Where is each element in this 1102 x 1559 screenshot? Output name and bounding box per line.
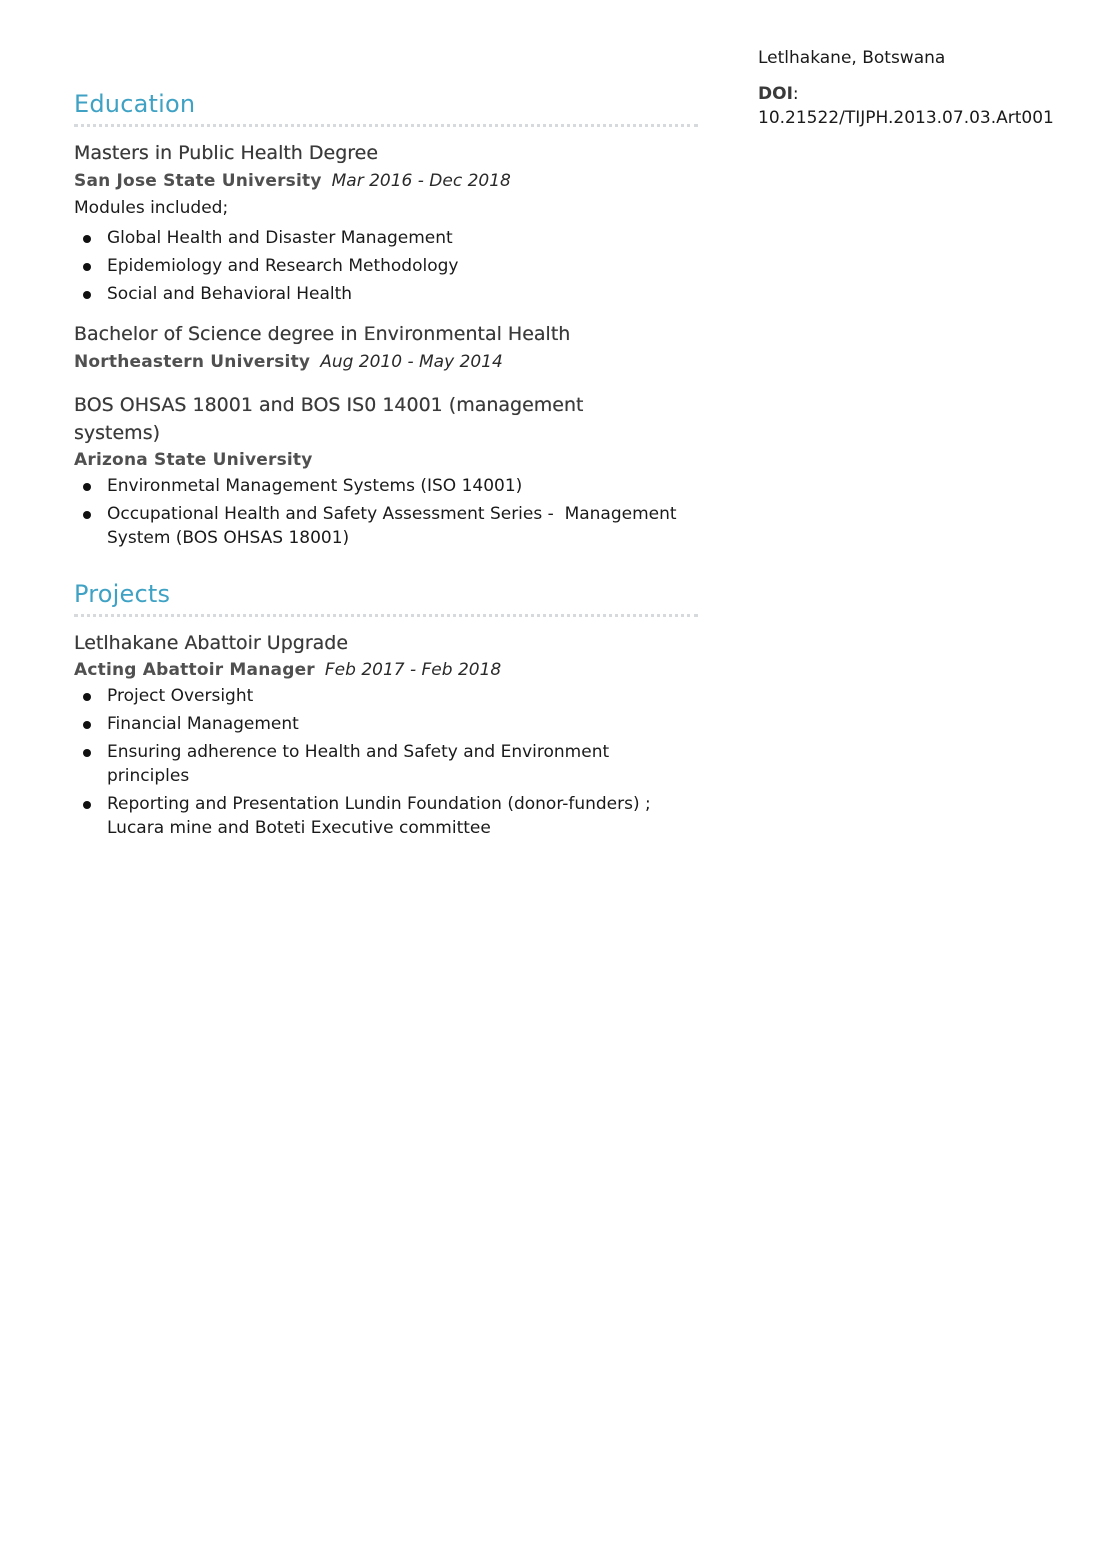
bullet-icon [83, 483, 91, 491]
project-title: Letlhakane Abattoir Upgrade [74, 632, 349, 654]
degree-title: BOS OHSAS 18001 and BOS IS0 14001 (management systems) [74, 394, 584, 444]
institution-name: San Jose State University [74, 171, 322, 191]
location-text: Letlhakane, Botswana [758, 48, 946, 68]
list-item-text: Project Oversight [107, 686, 254, 706]
list-item [74, 712, 698, 736]
entry-dates: Mar 2016 - Dec 2018 [331, 171, 511, 191]
bullet-list [74, 474, 698, 550]
education-entry [74, 139, 698, 306]
list-item [74, 684, 698, 708]
bullet-icon [83, 263, 91, 271]
list-item [74, 474, 698, 498]
entry-dates: Aug 2010 - May 2014 [320, 352, 503, 372]
institution-name: Arizona State University [74, 450, 313, 470]
bullet-icon [83, 693, 91, 701]
list-item [74, 502, 698, 550]
entry-subtitle [74, 167, 698, 196]
list-item [74, 226, 698, 250]
list-item-text: Reporting and Presentation Lundin Foundation (donor-funders) ; Lucara mine and Boteti Executive committee [107, 794, 651, 838]
entry-description: Modules included; [74, 198, 229, 218]
doi-colon: : [792, 84, 799, 104]
list-item-text: Global Health and Disaster Management [107, 228, 453, 248]
doi-line [758, 82, 1088, 106]
project-role: Acting Abattoir Manager [74, 660, 315, 680]
entry-dates: Feb 2017 - Feb 2018 [324, 660, 502, 680]
list-item-text: Environmetal Management Systems (ISO 14001) [107, 476, 523, 496]
bullet-icon [83, 511, 91, 519]
list-item-text: Ensuring adherence to Health and Safety and Environment principles [107, 742, 610, 786]
degree-title: Masters in Public Health Degree [74, 142, 379, 164]
projects-section [74, 576, 698, 840]
section-divider [74, 614, 698, 617]
section-divider [74, 124, 698, 127]
bullet-icon [83, 291, 91, 299]
list-item-text: Occupational Health and Safety Assessment Series - Management System (BOS OHSAS 18001) [107, 504, 682, 548]
list-item [74, 792, 698, 840]
education-entry [74, 320, 698, 377]
bullet-list [74, 226, 698, 306]
list-item-text: Epidemiology and Research Methodology [107, 256, 459, 276]
bullet-icon [83, 801, 91, 809]
bullet-icon [83, 721, 91, 729]
bullet-icon [83, 749, 91, 757]
list-item [74, 740, 698, 788]
entry-subtitle [74, 447, 698, 474]
list-item-text: Social and Behavioral Health [107, 284, 353, 304]
bullet-list [74, 684, 698, 840]
entry-subtitle [74, 657, 698, 684]
list-item [74, 282, 698, 306]
project-entry [74, 629, 698, 840]
bullet-icon [83, 235, 91, 243]
degree-title: Bachelor of Science degree in Environmental Health [74, 323, 571, 345]
list-item-text: Financial Management [107, 714, 299, 734]
list-item [74, 254, 698, 278]
institution-name: Northeastern University [74, 352, 311, 372]
education-section [74, 86, 698, 550]
doi-label: DOI [758, 84, 793, 104]
resume-main-column [74, 86, 698, 866]
section-title-education: Education [74, 90, 196, 118]
entry-subtitle [74, 348, 698, 377]
section-title-projects: Projects [74, 580, 171, 608]
contact-sidebar [758, 46, 1088, 130]
doi-value: 10.21522/TIJPH.2013.07.03.Art001 [758, 108, 1054, 128]
education-entry [74, 391, 698, 550]
